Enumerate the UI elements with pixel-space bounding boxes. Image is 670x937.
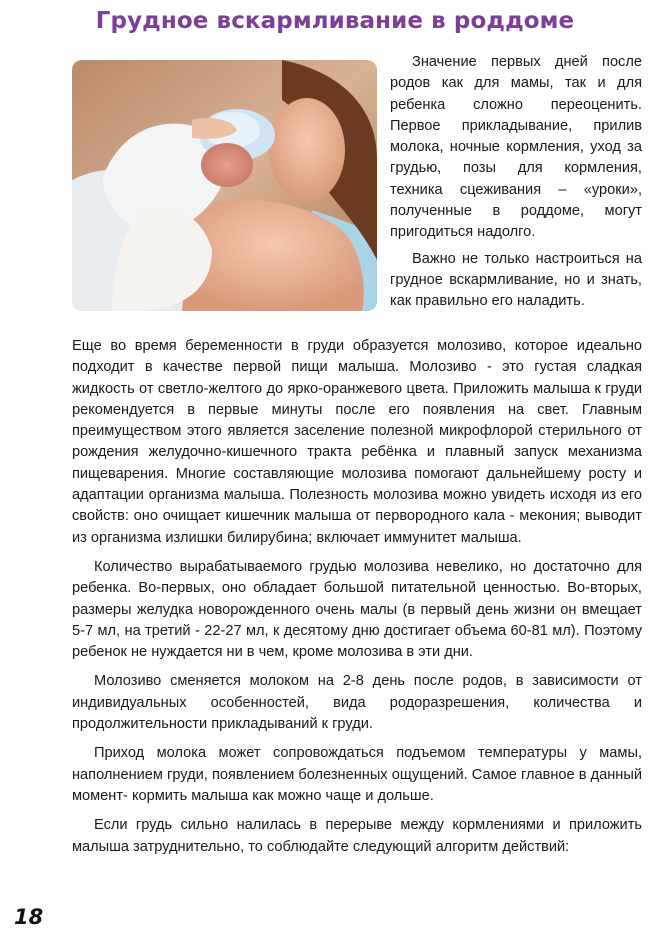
- mother-newborn-photo: [72, 60, 377, 311]
- intro-paragraph: Важно не только настроиться на грудное вскармливание, но и знать, как правильно его наладить.: [390, 250, 642, 310]
- intro-text-column: [390, 52, 642, 313]
- intro-paragraph: Значение первых дней после родов как для мамы, так и для ребенка сложно переоценить. Первое прикладывание, прилив молока, ночные кормления, уход за грудью, позы для кормления, техника сцеживания – «уроки», полученные в роддоме, могут пригодиться надолго.: [390, 54, 642, 241]
- body-paragraph: Еще во время беременности в груди образуется молозиво, которое идеально подходит в качестве первой пищи малыша. Молозиво - это густая сладкая жидкость от светло-желтого до ярко-оранжевого цвета. Приложить малыша к груди рекомендуется в первые минуты после его появления на свет. Главным преимуществом этого является заселение полезной микрофлорой стерильного от рождения желудочно-кишечного тракта ребёнка и плавный запуск механизма пищеварения. Многие составляющие молозива помогают дальнейшему росту и адаптации организма малыша. Полезность молозива можно увидеть исходя из его свойств: оно очищает кишечник малыша от первородного кала - мекония; выводит из организма излишки билирубина; включает иммунитет малыша.: [72, 338, 642, 546]
- page-title: Грудное вскармливание в роддоме: [95, 8, 575, 34]
- body-paragraph: Если грудь сильно налилась в перерыве между кормлениями и приложить малыша затруднительно, то соблюдайте следующий алгоритм действий:: [72, 817, 642, 855]
- body-paragraph: Молозиво сменяется молоком на 2-8 день после родов, в зависимости от индивидуальных особенностей, вида родоразрешения, количества и продолжительности прикладываний к груди.: [72, 673, 642, 733]
- page-number: 18: [14, 905, 44, 929]
- body-paragraph: Приход молока может сопровождаться подъемом температуры у мамы, наполнением груди, появлением болезненных ощущений. Самое главное в данный момент- кормить малыша как можно чаще и дольше.: [72, 745, 642, 804]
- body-paragraph: Количество вырабатываемого грудью молозива невелико, но достаточно для ребенка. Во-первых, оно обладает большой питательной ценностью. Во-вторых, размеры желудка новорожденного очень малы (в первый день жизни он вмещает 5-7 мл, на третий - 22-27 мл, к десятому дню достигает объема 60-81 мл). Поэтому ребенок не нуждается ни в чем, кроме молозива в эти дни.: [72, 558, 642, 661]
- body-text: [72, 336, 642, 858]
